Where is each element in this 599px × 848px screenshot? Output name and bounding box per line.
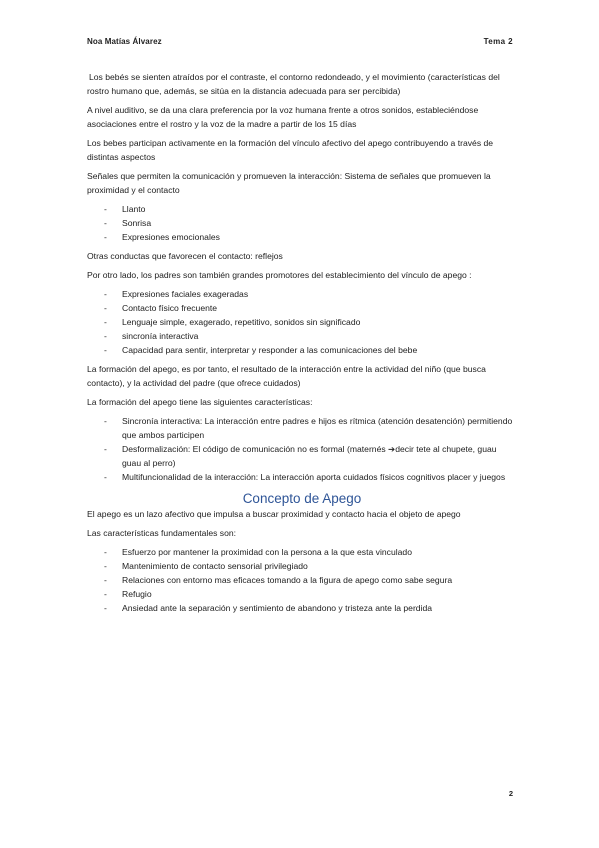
bullet-dash: - bbox=[104, 547, 107, 557]
list-item: - Multifuncionalidad de la interacción: La interacción aporta cuidados físicos cognitivos placer y juegos bbox=[104, 472, 506, 482]
section-heading: Concepto de Apego bbox=[242, 491, 362, 506]
list-item: - Sonrisa bbox=[104, 218, 152, 228]
bullet-dash: - bbox=[104, 303, 107, 313]
paragraph-characteristics-intro: La formación del apego tiene las siguientes características: bbox=[87, 397, 313, 407]
list-item: - Expresiones emocionales bbox=[104, 232, 220, 242]
signals-list bbox=[87, 202, 517, 244]
fundamental-list bbox=[87, 545, 517, 615]
bullet-dash: - bbox=[104, 289, 107, 299]
paragraph-parents: Por otro lado, los padres son también grandes promotores del establecimiento del vínculo de apego : bbox=[87, 270, 472, 280]
list-item: - Desformalización: El código de comunicación no es formal (maternés ➔decir tete al chupete, guau guau al perro) bbox=[104, 444, 497, 468]
bullet-dash: - bbox=[104, 232, 107, 242]
list-item: - Capacidad para sentir, interpretar y responder a las comunicaciones del bebe bbox=[104, 345, 418, 355]
list-item: - Refugio bbox=[104, 589, 152, 599]
characteristics-list bbox=[87, 414, 517, 484]
bullet-dash: - bbox=[104, 331, 107, 341]
bullet-dash: - bbox=[104, 218, 107, 228]
paragraph-babies-participate: Los bebes participan activamente en la formación del vínculo afectivo del apego contribuyendo a través de distintas aspectos bbox=[87, 138, 494, 162]
list-item: - Expresiones faciales exageradas bbox=[104, 289, 249, 299]
paragraph-visual-attraction: Los bebés se sienten atraídos por el contraste, el contorno redondeado, y el movimiento (características del rostro humano que, además, se sitúa en la distancia adecuada para ser percibida) bbox=[87, 72, 500, 96]
bullet-dash: - bbox=[104, 416, 107, 426]
header-author: Noa Matías Álvarez bbox=[87, 37, 162, 46]
bullet-dash: - bbox=[104, 575, 107, 585]
list-item: - Relaciones con entorno mas eficaces tomando a la figura de apego como sabe segura bbox=[104, 575, 453, 585]
bullet-dash: - bbox=[104, 561, 107, 571]
page-content bbox=[87, 70, 517, 620]
paragraph-attachment-definition: El apego es un lazo afectivo que impulsa a buscar proximidad y contacto hacia el objeto de apego bbox=[87, 509, 461, 519]
list-item: - Llanto bbox=[104, 204, 146, 214]
paragraph-attachment-result: La formación del apego, es por tanto, el resultado de la interacción entre la actividad del niño (que busca contacto), y la actividad del padre (que ofrece cuidados) bbox=[87, 364, 486, 388]
list-item: - Ansiedad ante la separación y sentimiento de abandono y tristeza ante la perdida bbox=[104, 603, 433, 613]
bullet-dash: - bbox=[104, 603, 107, 613]
list-item: - Mantenimiento de contacto sensorial privilegiado bbox=[104, 561, 308, 571]
parents-list bbox=[87, 287, 517, 357]
paragraph-reflexes: Otras conductas que favorecen el contacto: reflejos bbox=[87, 251, 283, 261]
bullet-dash: - bbox=[104, 317, 107, 327]
list-item: - Sincronía interactiva: La interacción entre padres e hijos es rítmica (atención desatención) permitiendo que ambos participen bbox=[104, 416, 513, 440]
paragraph-signals: Señales que permiten la comunicación y promueven la interacción: Sistema de señales que promueven la proximidad y el contacto bbox=[87, 171, 491, 195]
bullet-dash: - bbox=[104, 444, 107, 454]
page-number: 2 bbox=[508, 789, 513, 798]
list-item: - Lenguaje simple, exagerado, repetitivo, sonidos sin significado bbox=[104, 317, 361, 327]
list-item: - Esfuerzo por mantener la proximidad con la persona a la que esta vinculado bbox=[104, 547, 412, 557]
bullet-dash: - bbox=[104, 204, 107, 214]
paragraph-fundamental-intro: Las características fundamentales son: bbox=[87, 528, 237, 538]
list-item: - sincronía interactiva bbox=[104, 331, 199, 341]
bullet-dash: - bbox=[104, 472, 107, 482]
paragraph-auditory: A nivel auditivo, se da una clara preferencia por la voz humana frente a otros sonidos, estableciéndose asociaciones entre el rostro y la voz de la madre a partir de los 15 días bbox=[87, 105, 479, 129]
bullet-dash: - bbox=[104, 589, 107, 599]
bullet-dash: - bbox=[104, 345, 107, 355]
header-topic: Tema 2 bbox=[483, 37, 513, 46]
list-item: - Contacto físico frecuente bbox=[104, 303, 218, 313]
